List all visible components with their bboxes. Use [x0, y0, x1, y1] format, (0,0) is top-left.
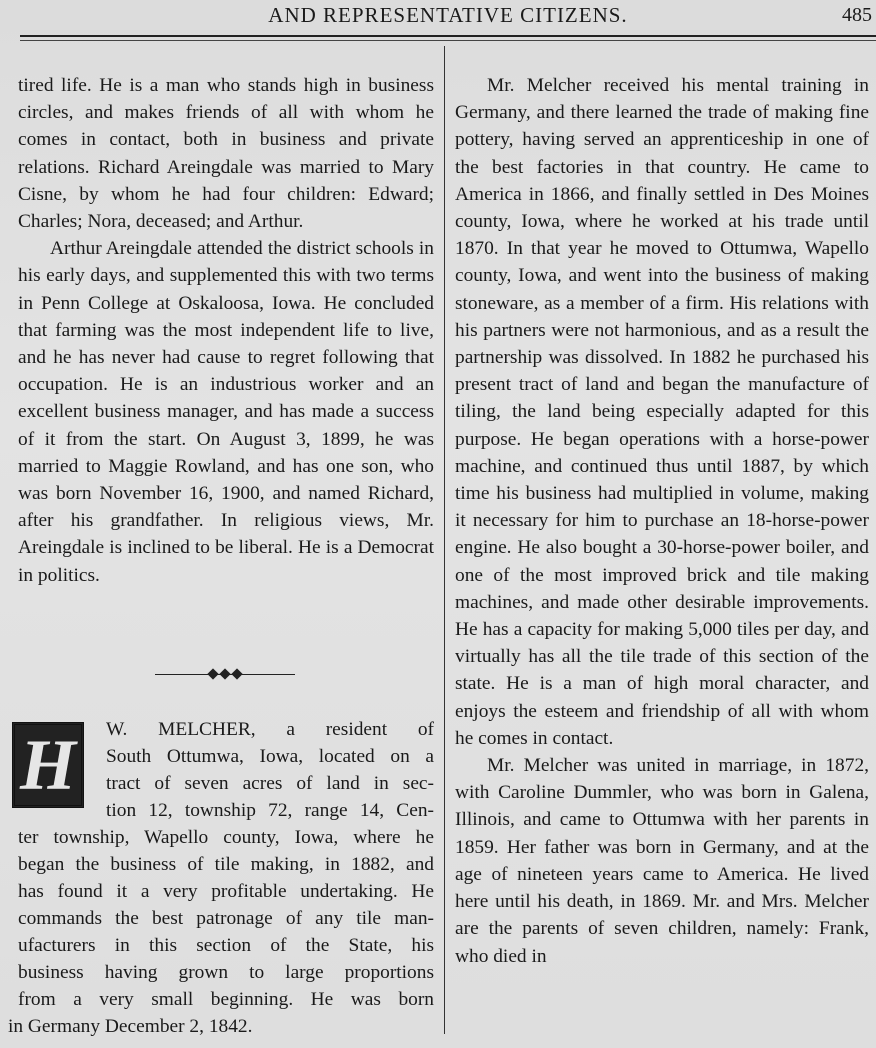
right-paragraph-2: Mr. Melcher was united in marriage, in 1872, with Caroline Dummler, who was born in Galena, Illinois, and came to Ottumwa with her parents in 1859. Her father was born in Germany, and at the age of nineteen years came to America. He lived here until his death, in 1869. Mr. and Mrs. Melcher are the parents of seven children, namely: Frank, who died in [455, 755, 869, 967]
running-title: AND REPRESENTATIVE CITIZENS. [268, 3, 628, 27]
melcher-line: from a very small beginning. He was born [18, 989, 434, 1010]
melcher-line: in Germany December 2, 1842. [8, 1016, 253, 1037]
melcher-line: tion 12, township 72, range 14, Cen- [106, 800, 434, 821]
melcher-line: South Ottumwa, Iowa, located on a [106, 746, 434, 767]
melcher-line: began the business of tile making, in 1882, and [18, 854, 434, 875]
page-header [0, 0, 876, 32]
right-column [455, 72, 869, 970]
drop-cap: H [12, 722, 84, 808]
left-paragraph-2: Arthur Areingdale attended the district schools in his early days, and supplemented this with two terms in Penn College at Oskaloosa, Iowa. He concluded that farming was the most independent life to live, and he has never had cause to regret following that occupation. He is an industrious worker and an excellent business manager, and has made a success of it from the start. On August 3, 1899, he was married to Maggie Rowland, and has one son, who was born November 16, 1900, and named Richard, after his grandfather. In religious views, Mr. Areingdale is inclined to be liberal. He is a Democrat in politics. [18, 238, 434, 586]
ornament-diamond-icon [231, 668, 242, 679]
column-divider [444, 46, 445, 1034]
header-rule-thin [20, 40, 876, 41]
page-number: 485 [842, 4, 872, 26]
melcher-line: tract of seven acres of land in sec- [106, 773, 434, 794]
left-paragraph-1: tired life. He is a man who stands high in business circles, and makes friends of all with whom he comes in contact, both in business and private relations. Richard Areingdale was married to Mary Cisne, by whom he had four children: Edward; Charles; Nora, deceased; and Arthur. [18, 75, 434, 233]
melcher-line: has found it a very profitable undertaking. He [18, 881, 434, 902]
melcher-line: business having grown to large proportions [18, 962, 434, 983]
section-ornament [155, 666, 295, 682]
ornament-diamond-icon [207, 668, 218, 679]
melcher-line: ufacturers in this section of the State, his [18, 935, 434, 956]
header-rule-thick [20, 35, 876, 37]
melcher-line: W. MELCHER, a resident of [106, 719, 434, 740]
left-column [18, 72, 434, 589]
melcher-line: ter township, Wapello county, Iowa, where he [18, 827, 434, 848]
melcher-line: commands the best patronage of any tile man- [18, 908, 434, 929]
right-paragraph-1: Mr. Melcher received his mental training in Germany, and there learned the trade of making fine pottery, having served an apprenticeship in one of the best factories in that country. He came to America in 1866, and finally settled in Des Moines county, Iowa, where he worked at his trade until 1870. In that year he moved to Ottumwa, Wapello county, Iowa, and went into the business of making stoneware, as a member of a firm. His relations with his partners were not harmonious, and as a result the partnership was dissolved. In 1882 he purchased his present tract of land and began the manufacture of tiling, the land being especially adapted for this purpose. He began operations with a horse-power machine, and continued thus until 1887, by which time his business had multiplied in volume, making it necessary for him to purchase an 18-horse-power engine. He also bought a 30-horse-power boiler, and one of the most improved brick and tile making machines, and made other desirable improvements. He has a capacity for making 5,000 tiles per day, and virtually has all the tile trade of this section of the state. He is a man of high moral character, and enjoys the esteem and friendship of all with whom he comes in contact. [455, 75, 869, 749]
ornament-diamond-icon [219, 668, 230, 679]
